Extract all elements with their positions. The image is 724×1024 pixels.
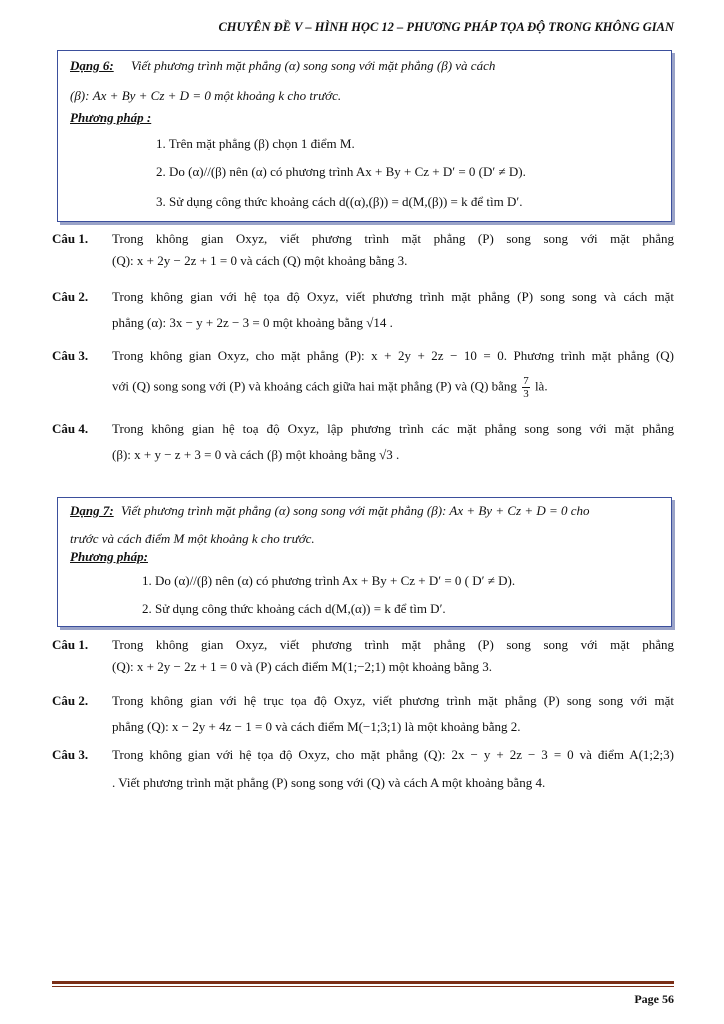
question-label: Câu 4. [52, 421, 89, 436]
question-line-2: phẳng (α): 3x − y + 2z − 3 = 0 một khoảng bằng √14 . [112, 315, 393, 330]
dang-7-label: Dạng 7: [70, 503, 114, 518]
dang-6-label: Dạng 6: [70, 58, 114, 73]
question-label: Câu 3. [52, 348, 89, 363]
dang-6-title-text-1: Viết phương trình mặt phẳng (α) song song với mặt phẳng (β) và cách [130, 58, 496, 73]
page-number: Page 56 [634, 992, 674, 1006]
dang-7-step-1: 1. Do (α)//(β) nên (α) có phương trình Ax + By + Cz + D′ = 0 ( D′ ≠ D). [142, 573, 516, 588]
dang-7-method-label: Phương pháp: [70, 549, 148, 564]
question-line-2: (β): x + y − z + 3 = 0 và cách (β) một khoảng bằng √3 . [112, 447, 400, 462]
question-label: Câu 3. [52, 747, 89, 762]
question-line-1: Trong không gian Oxyz, cho mặt phẳng (P): x + 2y + 2z − 10 = 0. Phương trình mặt phẳng (Q) [112, 348, 674, 363]
method-box-dang-7 [57, 497, 672, 627]
fraction-numerator: 7 [523, 375, 529, 387]
dang-7-title-line-1 [70, 502, 661, 520]
question-line-2: (Q): x + 2y − 2z + 1 = 0 và (P) cách điểm M(1;−2;1) một khoảng bằng 3. [112, 659, 493, 674]
dang-7-title-line-2: trước và cách điểm M một khoảng k cho trước. [70, 531, 315, 546]
question-label: Câu 2. [52, 289, 89, 304]
dang-6-step-2: 2. Do (α)//(β) nên (α) có phương trình Ax + By + Cz + D′ = 0 (D′ ≠ D). [156, 164, 526, 179]
fraction-seven-thirds [522, 375, 530, 400]
question-label: Câu 1. [52, 637, 89, 652]
footer-rule-thick [52, 981, 674, 984]
dang-6-method-label: Phương pháp : [70, 110, 152, 125]
dang-6-title-line-1 [70, 57, 661, 75]
question-line-1: Trong không gian hệ toạ độ Oxyz, lập phương trình các mặt phẳng song song với mặt phẳng [112, 421, 674, 436]
dang-7-title-text-1: Viết phương trình mặt phẳng (α) song song với mặt phẳng (β): Ax + By + Cz + D = 0 cho [120, 503, 590, 518]
question-line-2-a: với (Q) song song với (P) và khoảng cách giữa hai mặt phẳng (P) và (Q) bằng [112, 378, 517, 394]
footer-rule-thin [52, 986, 674, 987]
question-label: Câu 1. [52, 231, 89, 246]
dang-6-title-line-2: (β): Ax + By + Cz + D = 0 một khoảng k cho trước. [70, 88, 342, 103]
question-line-1: Trong không gian với hệ trục tọa độ Oxyz, viết phương trình mặt phẳng (P) song song với mặt [112, 693, 674, 708]
question-line-1: Trong không gian với hệ tọa độ Oxyz, cho mặt phẳng (Q): 2x − y + 2z − 3 = 0 và điểm A(1;2;3) [112, 747, 674, 762]
dang-6-step-3: 3. Sử dụng công thức khoảng cách d((α),(β)) = d(M,(β)) = k để tìm D′. [156, 194, 523, 209]
question-line-2 [112, 375, 674, 400]
question-line-1: Trong không gian Oxyz, viết phương trình mặt phẳng (P) song song với mặt phẳng [112, 231, 674, 246]
question-line-2: . Viết phương trình mặt phẳng (P) song song với (Q) và cách A một khoảng bằng 4. [112, 775, 546, 790]
fraction-denominator: 3 [523, 388, 529, 400]
question-line-1: Trong không gian Oxyz, viết phương trình mặt phẳng (P) song song với mặt phẳng [112, 637, 674, 652]
question-label: Câu 2. [52, 693, 89, 708]
dang-7-step-2: 2. Sử dụng công thức khoảng cách d(M,(α)) = k để tìm D′. [142, 601, 446, 616]
page-header: CHUYÊN ĐỀ V – HÌNH HỌC 12 – PHƯƠNG PHÁP TỌA ĐỘ TRONG KHÔNG GIAN [218, 20, 674, 34]
dang-6-step-1: 1. Trên mặt phẳng (β) chọn 1 điểm M. [156, 136, 355, 151]
method-box-dang-6 [57, 50, 672, 222]
question-line-2: (Q): x + 2y − 2z + 1 = 0 và cách (Q) một khoảng bằng 3. [112, 253, 408, 268]
question-line-2-b: là. [534, 378, 548, 394]
question-line-2: phẳng (Q): x − 2y + 4z − 1 = 0 và cách điểm M(−1;3;1) là một khoảng bằng 2. [112, 719, 521, 734]
question-line-1: Trong không gian với hệ tọa độ Oxyz, viết phương trình mặt phẳng (P) song song và cách mặt [112, 289, 674, 304]
